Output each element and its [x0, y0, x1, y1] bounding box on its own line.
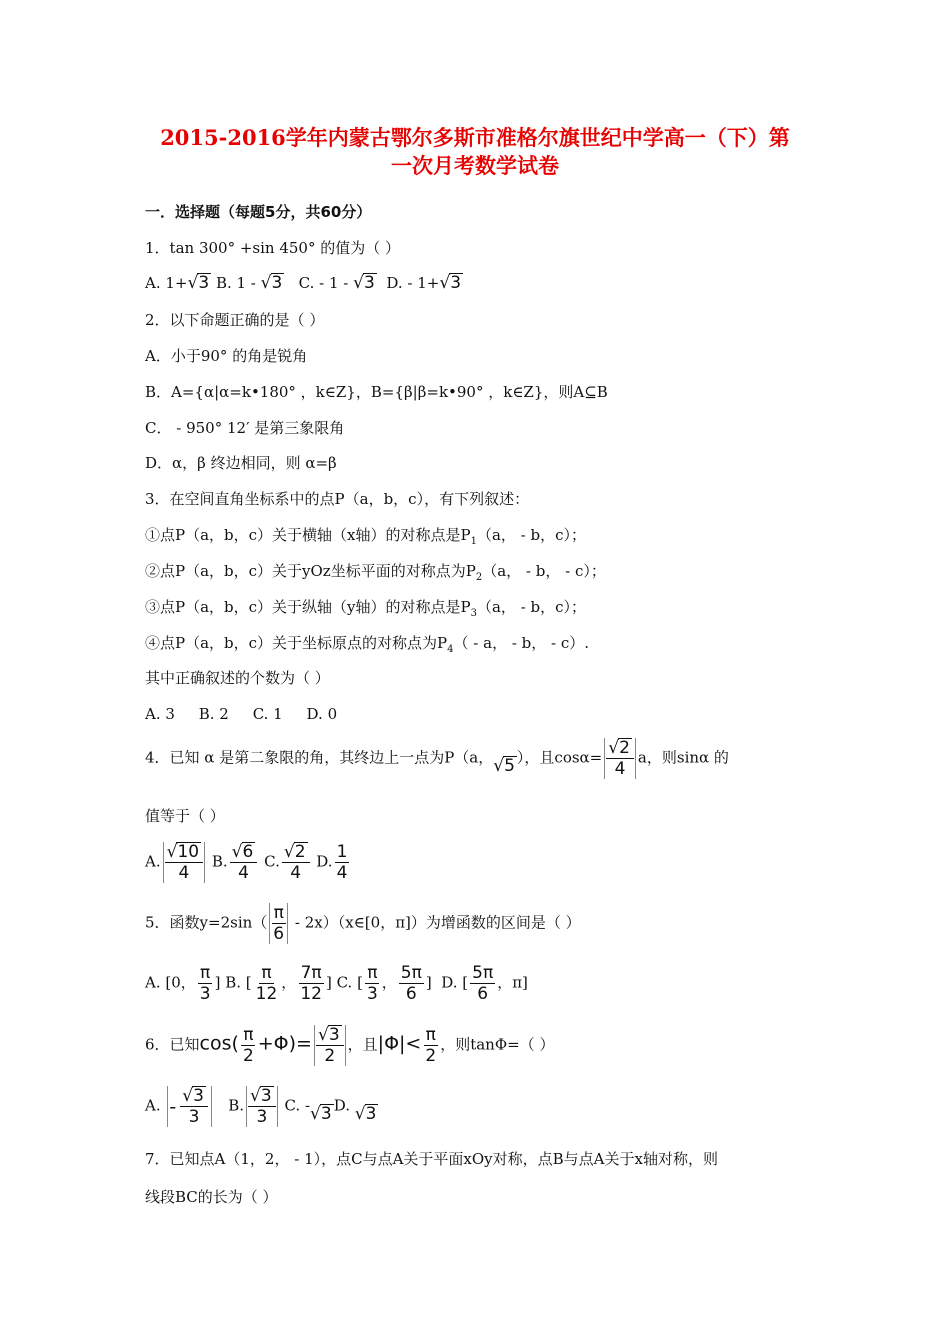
fraction: √ 2 4 [604, 738, 636, 779]
section-heading: 一．选择题（每题5分，共60分） [145, 203, 372, 221]
exam-title-line-1: 2015-2016学年内蒙古鄂尔多斯市准格尔旗世纪中学高一（下）第 [160, 125, 790, 150]
question-6-stem: 6．已知cos( $\frac{\pi}{2}$ +Φ)= √ 3 2 ，且|Φ|< $\frac{\pi}{2}$ ，则tanΦ=（ ） [145, 1025, 555, 1066]
question-2-option-c: C． - 950° 12′ 是第三象限角 [145, 419, 345, 437]
question-3-statement-4: ④点P（a，b，c）关于坐标原点的对称点为$P_4$（ - a， - b， - c）. [145, 634, 590, 655]
question-7-stem-continued: 线段BC的长为（ ） [145, 1188, 278, 1206]
question-2-option-b: B．A={α|α=k•180° ，k∈Z}，B={β|β=k•90° ，k∈Z}，则A⊆B [145, 383, 608, 401]
question-3-statement-1: ①点P（a，b，c）关于横轴（x轴）的对称点是$P_1(a$， - b，c）； [145, 526, 587, 547]
question-2-option-d: D．α，β 终边相同，则 α=β [145, 454, 337, 472]
question-6-options: A. - √ 3 3 B. √ 3 3 C. - √ 3 D. √ 3 [145, 1086, 377, 1127]
question-5-options: A. [0， $\frac{\pi}{3}$ ] B. [ $\frac{\pi}{12}$ ， $\frac{7\pi}{12}$ ] C. [ $\frac{\pi}{3}$ ， $\frac{5\pi}{6}$ ] D. [ $\frac{5\pi}{6}$ ，π] [145, 963, 528, 1004]
q1-option-a-label: A. 1+ [145, 274, 188, 292]
question-2-option-a: A．小于90° 的角是锐角 [145, 347, 308, 365]
question-7-stem: 7．已知点A（1，2， - 1），点C与点A关于平面xOy对称，点B与点A关于x轴对称，则 [145, 1150, 718, 1168]
question-1-options [145, 272, 463, 294]
sqrt-symbol: √ 3 [187, 273, 210, 293]
sqrt-symbol: √ 3 [260, 273, 283, 293]
question-4-options: A. √ 10 4 B. √ 6 4 C. √ 2 4 D. $\frac{1}{4}$ [145, 842, 348, 883]
question-3-statement-3: ③点P（a，b，c）关于纵轴（y轴）的对称点是$P_3(a$， - b，c）； [145, 598, 587, 619]
question-5-stem: 5．函数y=2sin（ $\frac{\pi}{6}$ - 2x）（x∈[0，π]）为增函数的区间是（ ） [145, 903, 581, 944]
question-3-options: A. 3 B. 2 C. 1 D. 0 [145, 705, 338, 723]
question-4-stem: 4．已知 α 是第二象限的角，其终边上一点为P（a， √ 5 ），且cosα= √ 2 4 a，则sinα 的 [145, 738, 729, 779]
sqrt-symbol: √ 5 [493, 755, 515, 776]
q1-option-b-label: B. 1 - [215, 274, 256, 292]
sqrt-symbol: √ 3 [353, 273, 375, 293]
q1-option-d-label: D. - 1+ [386, 274, 440, 292]
exam-title-line-2: 一次月考数学试卷 [391, 153, 559, 178]
question-4-stem-continued: 值等于（ ） [145, 807, 225, 825]
q1-option-c-label: C. - 1 - [298, 274, 349, 292]
question-3-stem: 3．在空间直角坐标系中的点P（a，b，c），有下列叙述： [145, 490, 530, 508]
sqrt-symbol: √ 3 [439, 273, 462, 293]
question-1-stem: 1．tan 300° +sin 450° 的值为（ ） [145, 239, 401, 257]
question-3-ask: 其中正确叙述的个数为（ ） [145, 669, 330, 687]
question-2-stem: 2．以下命题正确的是（ ） [145, 311, 325, 329]
question-3-statement-2: ②点P（a，b，c）关于yOz坐标平面的对称点为$P_2(a$， - b， - c）； [145, 562, 606, 583]
